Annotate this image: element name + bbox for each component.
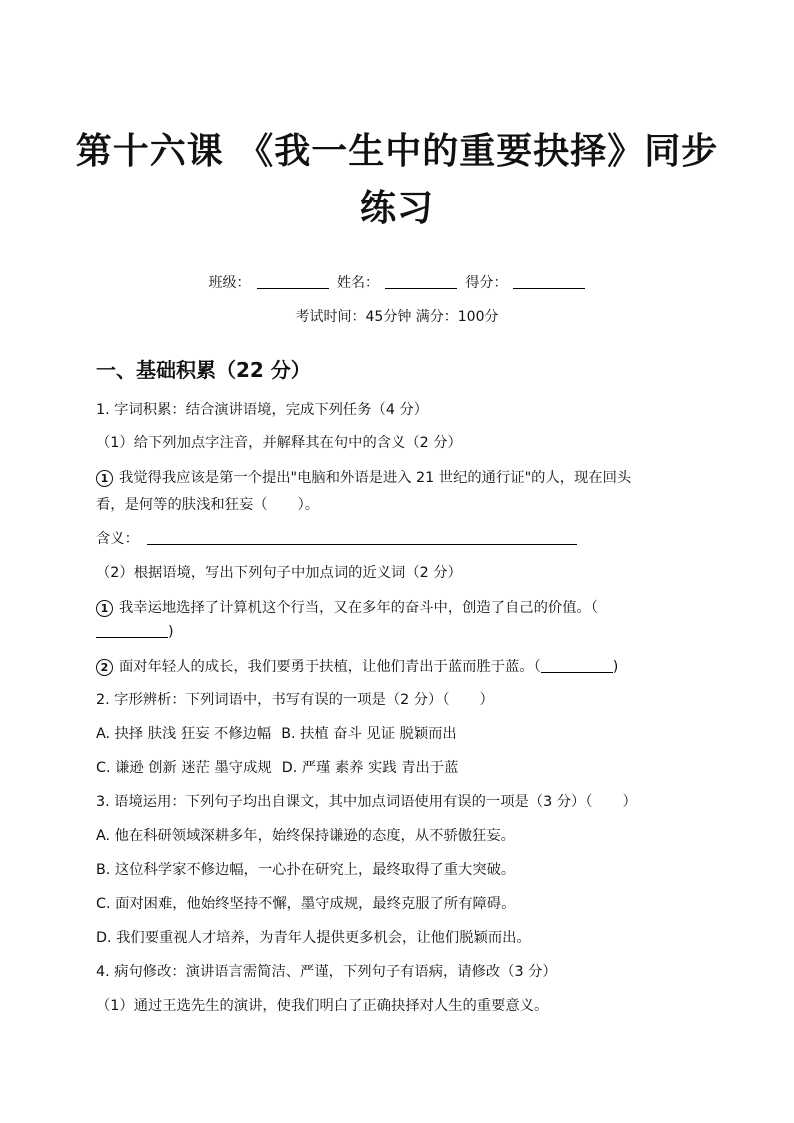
q1-item2-line2 [96, 620, 174, 644]
score-label: 得分： [465, 275, 508, 291]
q4-sub1: （1）通过王选先生的演讲，使我们明白了正确抉择对人生的重要意义。 [96, 998, 549, 1014]
q1-item1-line1 [96, 466, 631, 490]
q3-stem [96, 790, 637, 814]
q1-item2-close: ) [168, 624, 174, 640]
q3-option-d: D. 我们要重视人才培养，为青年人提供更多机会，让他们脱颖而出。 [96, 930, 531, 946]
q2-stem [96, 688, 494, 712]
q1-item1-text2: 看，是何等的肤浅和狂妄（ [96, 497, 268, 513]
q1-item2-line1 [96, 596, 598, 620]
q3-option-a: A. 他在科研领域深耕多年，始终保持谦逊的态度，从不骄傲狂妄。 [96, 828, 515, 844]
class-blank[interactable] [257, 288, 329, 289]
q2-stem-text: 2. 字形辨析：下列词语中，书写有误的一项是（2 分）（ [96, 692, 450, 708]
meaning-label: 含义： [96, 531, 139, 547]
q1-item2-text: 我幸运地选择了计算机这个行当，又在多年的奋斗中，创造了自己的价值。（ [119, 600, 598, 616]
q1-item1-close: ）。 [297, 497, 320, 513]
exam-info: 考试时间：45分钟 满分：100分 [295, 309, 499, 325]
page-title-line2: 练习 [359, 188, 434, 229]
q4-stem: 4. 病句修改：演讲语言需简洁、严谨，下列句子有语病，请修改（3 分） [96, 964, 557, 980]
q1-sub2: （2）根据语境，写出下列句子中加点词的近义词（2 分） [96, 565, 462, 581]
synonym-blank-1[interactable] [96, 637, 168, 638]
q3-stem-text: 3. 语境运用：下列句子均出自课文，其中加点词语使用有误的一项是（3 分）（ [96, 794, 593, 810]
section-heading: 一、基础积累（22 分） [96, 358, 311, 382]
q3-option-c: C. 面对困难，他始终坚持不懈，墨守成规，最终克服了所有障碍。 [96, 896, 516, 912]
q3-option-b: B. 这位科学家不修边幅，一心扑在研究上，最终取得了重大突破。 [96, 862, 516, 878]
synonym-blank-2[interactable] [541, 672, 613, 673]
page-title-line1: 第十六课 《我一生中的重要抉择》同步 [75, 131, 719, 172]
q2-stem-close: ） [479, 692, 494, 708]
q2-options-row2 [96, 756, 458, 780]
q1-item3-text: 面对年轻人的成长，我们要勇于扶植，让他们青出于蓝而胜于蓝。（ [119, 659, 541, 675]
circled-number-2: 2 [96, 659, 113, 676]
q1-item1-text: 我觉得我应该是第一个提出"电脑和外语是进入 21 世纪的通行证"的人，现在回头 [119, 470, 632, 486]
score-blank[interactable] [513, 288, 585, 289]
q1-stem: 1. 字词积累：结合演讲语境，完成下列任务（4 分） [96, 402, 429, 418]
q1-sub1: （1）给下列加点字注音，并解释其在句中的含义（2 分） [96, 435, 462, 451]
q2-option-c: C. 谦逊 创新 迷茫 墨守成规 [96, 760, 272, 776]
meaning-row [96, 527, 577, 551]
q1-item3-line [96, 655, 618, 679]
q2-option-a: A. 抉择 肤浅 狂妄 不修边幅 [96, 726, 272, 742]
meaning-blank[interactable] [147, 544, 577, 545]
q1-item1-line2 [96, 493, 319, 517]
q2-options-row1 [96, 722, 457, 746]
q2-option-d: D. 严瑾 素养 实践 青出于蓝 [281, 760, 459, 776]
student-info-row [0, 272, 794, 292]
circled-number-1b: 1 [96, 600, 113, 617]
q2-option-b: B. 扶植 奋斗 见证 脱颖而出 [281, 726, 457, 742]
class-label: 班级： [208, 275, 251, 291]
circled-number-1: 1 [96, 470, 113, 487]
q3-stem-close: ） [622, 794, 637, 810]
name-label: 姓名： [337, 275, 379, 291]
name-blank[interactable] [385, 288, 457, 289]
q1-item3-close: ) [612, 659, 619, 675]
